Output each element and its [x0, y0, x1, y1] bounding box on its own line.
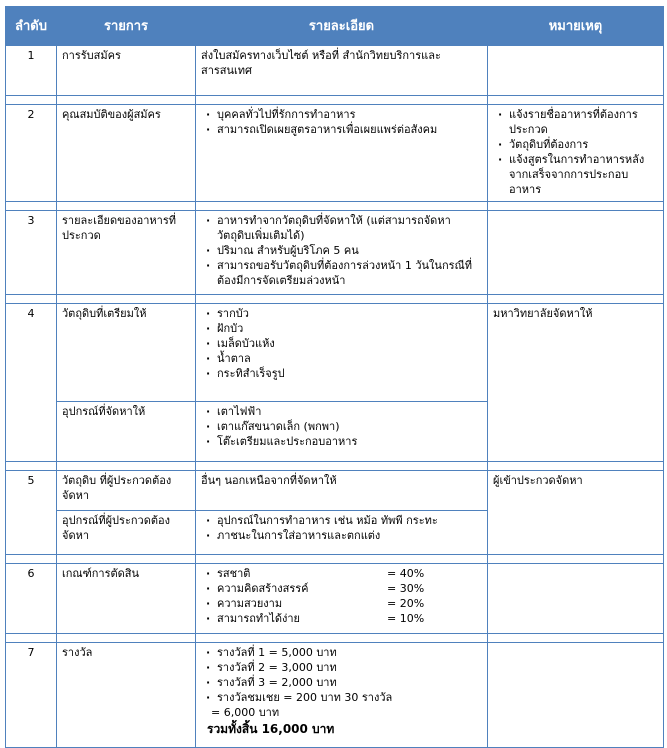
list-item	[201, 596, 482, 611]
row-item: รายละเอียดของอาหารที่ประกวด	[57, 211, 196, 295]
row-item: รางวัล	[57, 643, 196, 748]
header-detail: รายละเอียด	[196, 7, 488, 46]
list-item: · โต๊ะเตรียมและประกอบอาหาร	[201, 434, 482, 449]
header-item: รายการ	[57, 7, 196, 46]
list-item: · กระทิสำเร็จรูป	[201, 366, 482, 381]
row-item: การรับสมัคร	[57, 46, 196, 96]
list-item	[201, 581, 482, 596]
criterion-weight: = 10%	[387, 612, 425, 625]
prize-total: รวมทั้งสิ้น 16,000 บาท	[207, 722, 335, 736]
detail-list	[201, 213, 482, 288]
contest-details-table	[5, 6, 664, 748]
row-number: 6	[6, 564, 57, 634]
row-detail: อื่นๆ นอกเหนือจากที่จัดหาให้	[196, 471, 488, 511]
row-note	[488, 211, 664, 295]
row-detail	[196, 511, 488, 555]
table-row	[6, 211, 664, 295]
header-note: หมายเหตุ	[488, 7, 664, 46]
list-item: · เมล็ดบัวแห้ง	[201, 336, 482, 351]
list-item: · แจ้งรายชื่ออาหารที่ต้องการประกวด	[493, 107, 658, 137]
row-note	[488, 105, 664, 202]
criterion-label: รสชาติ	[217, 567, 251, 580]
row-note	[488, 564, 664, 634]
criterion-label: ความสวยงาม	[217, 597, 283, 610]
criterion-label: สามารถทำได้ง่าย	[217, 612, 300, 625]
list-item: · วัตถุดิบที่ต้องการ	[493, 137, 658, 152]
row-detail	[196, 402, 488, 462]
detail-list	[201, 513, 482, 543]
row-detail	[196, 304, 488, 402]
row-item: เกณฑ์การตัดสิน	[57, 564, 196, 634]
criteria-list	[201, 566, 482, 626]
row-number: 5	[6, 471, 57, 555]
criterion-weight: = 30%	[387, 582, 425, 595]
criterion-weight: = 40%	[387, 567, 425, 580]
prize-list	[201, 645, 482, 705]
row-note	[488, 46, 664, 96]
list-item: · สามารถขอรับวัตถุดิบที่ต้องการล่วงหน้า 1 วันในกรณีที่ต้องมีการจัดเตรียมล่วงหน้า	[201, 258, 482, 288]
list-item: · ปริมาณ สำหรับผู้บริโภค 5 คน	[201, 243, 482, 258]
table-row	[6, 304, 664, 402]
row-detail	[196, 105, 488, 202]
row-number: 3	[6, 211, 57, 295]
list-item: · น้ำตาล	[201, 351, 482, 366]
list-item: · แจ้งสูตรในการทำอาหารหลังจากเสร็จจากการประกอบอาหาร	[493, 152, 658, 197]
list-item: · รางวัลที่ 2 = 3,000 บาท	[201, 660, 482, 675]
list-item: · ภาชนะในการใส่อาหารและตกแต่ง	[201, 528, 482, 543]
row-item: วัตถุดิบที่เตรียมให้	[57, 304, 196, 402]
row-detail	[196, 564, 488, 634]
list-item: · รางวัลที่ 3 = 2,000 บาท	[201, 675, 482, 690]
list-item	[201, 566, 482, 581]
list-item: · อุปกรณ์ในการทำอาหาร เช่น หม้อ ทัพพี กระทะ	[201, 513, 482, 528]
row-detail: ส่งใบสมัครทางเว็บไซต์ หรือที่ สำนักวิทยบริการและสารสนเทศ	[196, 46, 488, 96]
list-item: · รางวัลที่ 1 = 5,000 บาท	[201, 645, 482, 660]
list-item: · เตาไฟฟ้า	[201, 404, 482, 419]
criterion-label: ความคิดสร้างสรรค์	[217, 582, 309, 595]
list-item: · รางวัลชมเชย = 200 บาท 30 รางวัล	[201, 690, 482, 705]
row-number: 7	[6, 643, 57, 748]
list-item: · รากบัว	[201, 306, 482, 321]
criterion-weight: = 20%	[387, 597, 425, 610]
row-note: ผู้เข้าประกวดจัดหา	[488, 471, 664, 555]
row-note: มหาวิทยาลัยจัดหาให้	[488, 304, 664, 462]
row-number: 2	[6, 105, 57, 202]
row-number: 4	[6, 304, 57, 462]
prize-continuation: = 6,000 บาท	[211, 706, 280, 719]
list-item: · บุคคลทั่วไปที่รักการทำอาหาร	[201, 107, 482, 122]
detail-list	[201, 306, 482, 381]
list-item	[201, 611, 482, 626]
table-row	[6, 471, 664, 511]
header-order: ลำดับ	[6, 7, 57, 46]
detail-list	[201, 107, 482, 137]
table-row	[6, 643, 664, 748]
header-row	[6, 7, 664, 46]
list-item: · เตาแก๊สขนาดเล็ก (พกพา)	[201, 419, 482, 434]
table-row	[6, 564, 664, 634]
row-detail	[196, 643, 488, 748]
row-item: อุปกรณ์ที่จัดหาให้	[57, 402, 196, 462]
list-item: · ฝักบัว	[201, 321, 482, 336]
row-note	[488, 643, 664, 748]
list-item: · อาหารทำจากวัตถุดิบที่จัดหาให้ (แต่สามารถจัดหาวัตถุดิบเพิ่มเติมได้)	[201, 213, 482, 243]
list-item: · สามารถเปิดเผยสูตรอาหารเพื่อเผยแพร่ต่อสังคม	[201, 122, 482, 137]
detail-list	[201, 404, 482, 449]
row-item: วัตถุดิบ ที่ผู้ประกวดต้องจัดหา	[57, 471, 196, 511]
table-row	[6, 105, 664, 202]
row-item: คุณสมบัติของผู้สมัคร	[57, 105, 196, 202]
table-row	[6, 46, 664, 96]
note-list	[493, 107, 658, 197]
row-item: อุปกรณ์ที่ผู้ประกวดต้องจัดหา	[57, 511, 196, 555]
row-detail	[196, 211, 488, 295]
row-number: 1	[6, 46, 57, 96]
